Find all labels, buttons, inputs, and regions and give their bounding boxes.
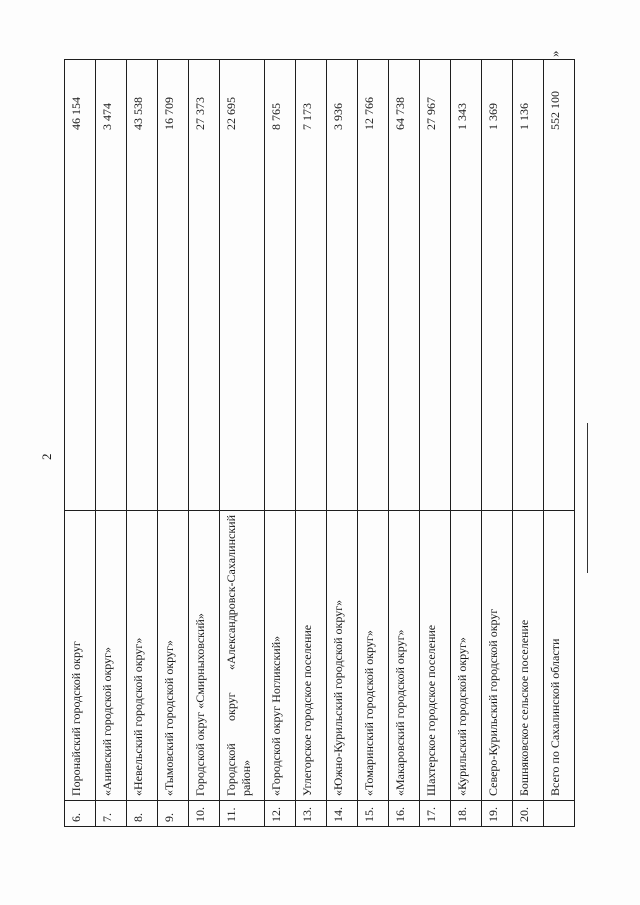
municipality-name: «Тымовский городской округ» xyxy=(158,511,189,801)
amount-value: 3 474 xyxy=(100,103,114,130)
municipality-name: Городской округ «Смирныховский» xyxy=(189,511,220,801)
amount-cell xyxy=(189,60,220,511)
table-row xyxy=(127,60,158,827)
amount-cell xyxy=(158,60,189,511)
table-row xyxy=(296,60,327,827)
amount-value: 7 173 xyxy=(300,103,314,130)
municipality-name: «Городской округ Ногликский» xyxy=(265,511,296,801)
row-number: 18. xyxy=(451,801,482,827)
table-row xyxy=(389,60,420,827)
amount-value: 43 538 xyxy=(131,97,145,130)
table-row xyxy=(189,60,220,827)
amount-value: 64 738 xyxy=(393,97,407,130)
amount-value: 22 695 xyxy=(224,97,238,130)
amount-cell xyxy=(513,60,544,511)
row-number: 16. xyxy=(389,801,420,827)
amount-cell xyxy=(127,60,158,511)
amount-value: 1 343 xyxy=(455,103,469,130)
amount-cell xyxy=(220,60,265,511)
municipality-name: Бошняковское сельское поселение xyxy=(513,511,544,801)
municipality-name: «Курильский городской округ» xyxy=(451,511,482,801)
row-number: 9. xyxy=(158,801,189,827)
total-row xyxy=(544,60,575,827)
row-number: 13. xyxy=(296,801,327,827)
row-number: 15. xyxy=(358,801,389,827)
amount-value: 1 369 xyxy=(486,103,500,130)
row-number: 14. xyxy=(327,801,358,827)
amount-value: 27 967 xyxy=(424,97,438,130)
row-number: 10. xyxy=(189,801,220,827)
amount-value: 1 136 xyxy=(517,103,531,130)
table-row xyxy=(96,60,127,827)
municipality-name: «Анивский городской округ» xyxy=(96,511,127,801)
amount-cell xyxy=(358,60,389,511)
row-number: 12. xyxy=(265,801,296,827)
row-number: 6. xyxy=(65,801,96,827)
table-row xyxy=(65,60,96,827)
municipality-name: Поронайский городской округ xyxy=(65,511,96,801)
municipality-name: «Южно-Курильский городской округ» xyxy=(327,511,358,801)
amount-value: 27 373 xyxy=(193,97,207,130)
amount-cell xyxy=(482,60,513,511)
table-row xyxy=(482,60,513,827)
amount-value: 46 154 xyxy=(69,97,83,130)
table-row xyxy=(265,60,296,827)
municipality-name: «Невельский городской округ» xyxy=(127,511,158,801)
amount-value: 16 709 xyxy=(162,97,176,130)
amount-cell xyxy=(389,60,420,511)
row-number: 11. xyxy=(220,801,265,827)
closing-quote-mark: » xyxy=(547,50,562,57)
table-row xyxy=(158,60,189,827)
row-number: 8. xyxy=(127,801,158,827)
municipality-name: Углегорское городское поселение xyxy=(296,511,327,801)
row-number: 7. xyxy=(96,801,127,827)
row-number: 17. xyxy=(420,801,451,827)
municipality-name: Всего по Сахалинской области xyxy=(544,511,575,801)
amount-cell xyxy=(265,60,296,511)
table-row xyxy=(358,60,389,827)
amount-cell xyxy=(544,60,575,511)
row-number: 19. xyxy=(482,801,513,827)
municipality-name: Городской округ «Александровск-Сахалинский район» xyxy=(220,511,265,801)
municipality-name: Шахтерское городское поселение xyxy=(420,511,451,801)
amount-value: 12 766 xyxy=(362,97,376,130)
row-number: 20. xyxy=(513,801,544,827)
table-row xyxy=(327,60,358,827)
municipality-name: «Макаровский городской округ» xyxy=(389,511,420,801)
table-row xyxy=(420,60,451,827)
amount-cell xyxy=(420,60,451,511)
amount-cell xyxy=(296,60,327,511)
row-number xyxy=(544,801,575,827)
amount-cell xyxy=(65,60,96,511)
amount-cell xyxy=(451,60,482,511)
amount-value: 3 936 xyxy=(331,103,345,130)
table-body xyxy=(65,60,575,827)
table-row xyxy=(220,60,265,827)
municipality-table xyxy=(64,59,575,827)
municipality-name: «Томаринский городской округ» xyxy=(358,511,389,801)
page-number: 2 xyxy=(39,453,54,460)
amount-value: 8 765 xyxy=(269,103,283,130)
signature-line xyxy=(587,423,588,573)
amount-cell xyxy=(327,60,358,511)
amount-cell xyxy=(96,60,127,511)
table-row xyxy=(513,60,544,827)
table-row xyxy=(451,60,482,827)
amount-value: 552 100 xyxy=(548,91,562,130)
municipality-name: Северо-Курильский городской округ xyxy=(482,511,513,801)
